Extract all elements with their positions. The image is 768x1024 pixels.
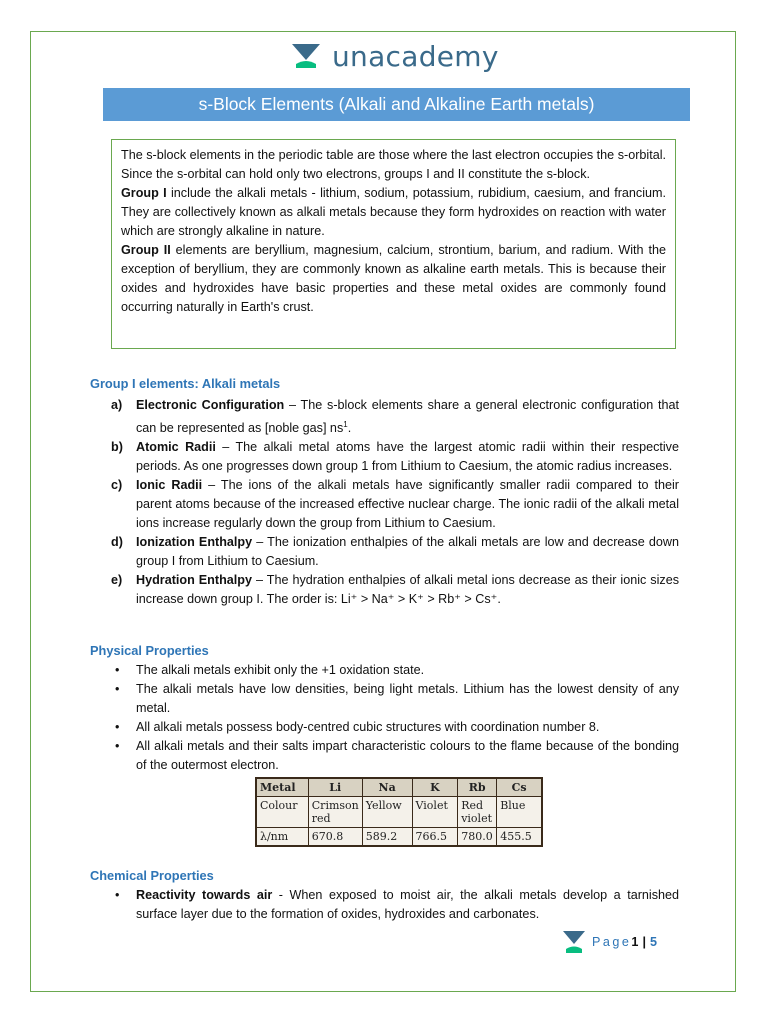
table-header-cell: Cs: [497, 778, 542, 797]
table-header-row: [256, 778, 542, 797]
intro-text-group2: elements are beryllium, magnesium, calcium, strontium, barium, and radium. With the exception of beryllium, they are commonly known as alkaline earth metals. This is because their oxides and hydroxides have basic properties and these metal oxides are commonly found occurring naturally in Earth's crust.: [121, 243, 666, 314]
table-cell: Blue: [497, 797, 542, 828]
intro-paragraph-1: The s-block elements in the periodic table are those where the last electron occupies the s-orbital. Since the s-orbital can hold only two electrons, groups I and II constitute the s-block.: [121, 148, 666, 181]
bullet-icon: •: [115, 720, 120, 734]
table-header-cell: Na: [362, 778, 412, 797]
intro-box: [111, 139, 676, 349]
item-marker: a): [111, 398, 123, 412]
bullet-icon: •: [115, 682, 120, 696]
item-marker: b): [111, 440, 123, 455]
item-text: – The hydration enthalpies of alkali metal ions decrease as their ionic sizes increase down group I. The order is: Li⁺ > Na⁺ > K⁺ > Rb⁺ > Cs⁺.: [136, 573, 680, 607]
group1-item: [111, 438, 679, 476]
item-term: Ionization Enthalpy: [136, 535, 253, 550]
group1-item: [111, 571, 679, 609]
intro-paragraph-2: [121, 184, 666, 241]
page-label: Page: [592, 935, 632, 949]
page-footer: [562, 928, 657, 956]
item-term: Reactivity towards air: [136, 888, 273, 902]
item-text: – The alkali metal atoms have the largest atomic radii within their respective periods. As one progresses down group 1 from Lithium to Caesium, the atomic radius increases.: [136, 440, 679, 474]
physical-item: [111, 718, 679, 737]
physical-item: [111, 737, 679, 775]
item-text: - When exposed to moist air, the alkali metals develop a tarnished surface layer due to the formation of oxides, hydroxides and carbonates.: [136, 888, 680, 921]
item-term: Atomic Radii: [136, 440, 216, 455]
item-end: .: [347, 421, 352, 436]
item-term: Electronic Configuration: [136, 398, 285, 412]
item-marker: e): [111, 573, 123, 588]
table-header-cell: Rb: [458, 778, 497, 797]
item-text: All alkali metals possess body-centred cubic structures with coordination number 8.: [136, 720, 600, 734]
item-superscript: 1: [343, 420, 348, 429]
table-cell: 780.0: [458, 828, 497, 847]
table-cell: λ/nm: [256, 828, 308, 847]
unacademy-logo-icon: [290, 40, 322, 72]
item-text: – The s-block elements share a general electronic configuration that can be represented as [noble gas] ns: [136, 398, 679, 436]
intro-term-group1: Group I: [121, 186, 167, 200]
page-separator: |: [642, 935, 646, 949]
table-cell: 455.5: [497, 828, 542, 847]
group1-item: [111, 533, 679, 571]
physical-list: [111, 661, 679, 775]
table-cell: 589.2: [362, 828, 412, 847]
table-header-cell: Metal: [256, 778, 308, 797]
physical-heading: Physical Properties: [90, 643, 209, 658]
chemical-list: [111, 886, 679, 924]
intro-term-group2: Group II: [121, 243, 171, 257]
page-title: s-Block Elements (Alkali and Alkaline Earth metals): [103, 88, 690, 121]
table-header-cell: Li: [308, 778, 362, 797]
item-marker: d): [111, 535, 123, 550]
table-cell: Red violet: [458, 797, 497, 828]
item-marker: c): [111, 478, 123, 493]
physical-item: [111, 661, 679, 680]
item-text: The alkali metals exhibit only the +1 oxidation state.: [136, 663, 425, 677]
group1-heading: Group I elements: Alkali metals: [90, 376, 281, 391]
table-cell: Crimson red: [308, 797, 362, 828]
item-text: All alkali metals and their salts impart characteristic colours to the flame because of the bonding of the outermost electron.: [136, 739, 679, 772]
intro-text-group1: include the alkali metals - lithium, sodium, potassium, rubidium, caesium, and francium. They are collectively known as alkali metals because they form hydroxides on reaction with water which are strongly alkaline in nature.: [121, 186, 666, 238]
table-row: [256, 797, 542, 828]
page-total: 5: [649, 935, 657, 949]
item-term: Ionic Radii: [136, 478, 203, 493]
bullet-icon: •: [115, 663, 120, 677]
table-cell: 670.8: [308, 828, 362, 847]
brand-name: unacademy: [332, 39, 499, 73]
flame-colour-table: [255, 777, 543, 847]
group1-item: [111, 396, 679, 438]
table-row: [256, 828, 542, 847]
item-text: – The ions of the alkali metals have significantly smaller radii compared to their parent atoms because of the increased effective nuclear charge. The ionic radii of the alkali metal ions increase regularly down the group from Lithium to Caesium.: [136, 478, 679, 531]
page-number: 1: [631, 935, 639, 949]
bullet-icon: •: [115, 739, 120, 753]
bullet-icon: •: [115, 888, 120, 902]
brand-logo: [290, 36, 499, 76]
item-text: – The ionization enthalpies of the alkali metals are low and decrease down group I from Lithium to Caesium.: [136, 535, 679, 569]
unacademy-logo-icon: [562, 929, 586, 955]
table-cell: Colour: [256, 797, 308, 828]
chemical-item: [111, 886, 679, 924]
chemical-heading: Chemical Properties: [90, 868, 214, 883]
table-cell: Yellow: [362, 797, 412, 828]
item-text: The alkali metals have low densities, being light metals. Lithium has the lowest density of any metal.: [136, 682, 679, 715]
table-header-cell: K: [412, 778, 458, 797]
table-cell: 766.5: [412, 828, 458, 847]
table-cell: Violet: [412, 797, 458, 828]
item-term: Hydration Enthalpy: [136, 573, 252, 588]
physical-item: [111, 680, 679, 718]
intro-paragraph-3: [121, 241, 666, 317]
group1-item: [111, 476, 679, 533]
group1-list: [111, 396, 679, 609]
